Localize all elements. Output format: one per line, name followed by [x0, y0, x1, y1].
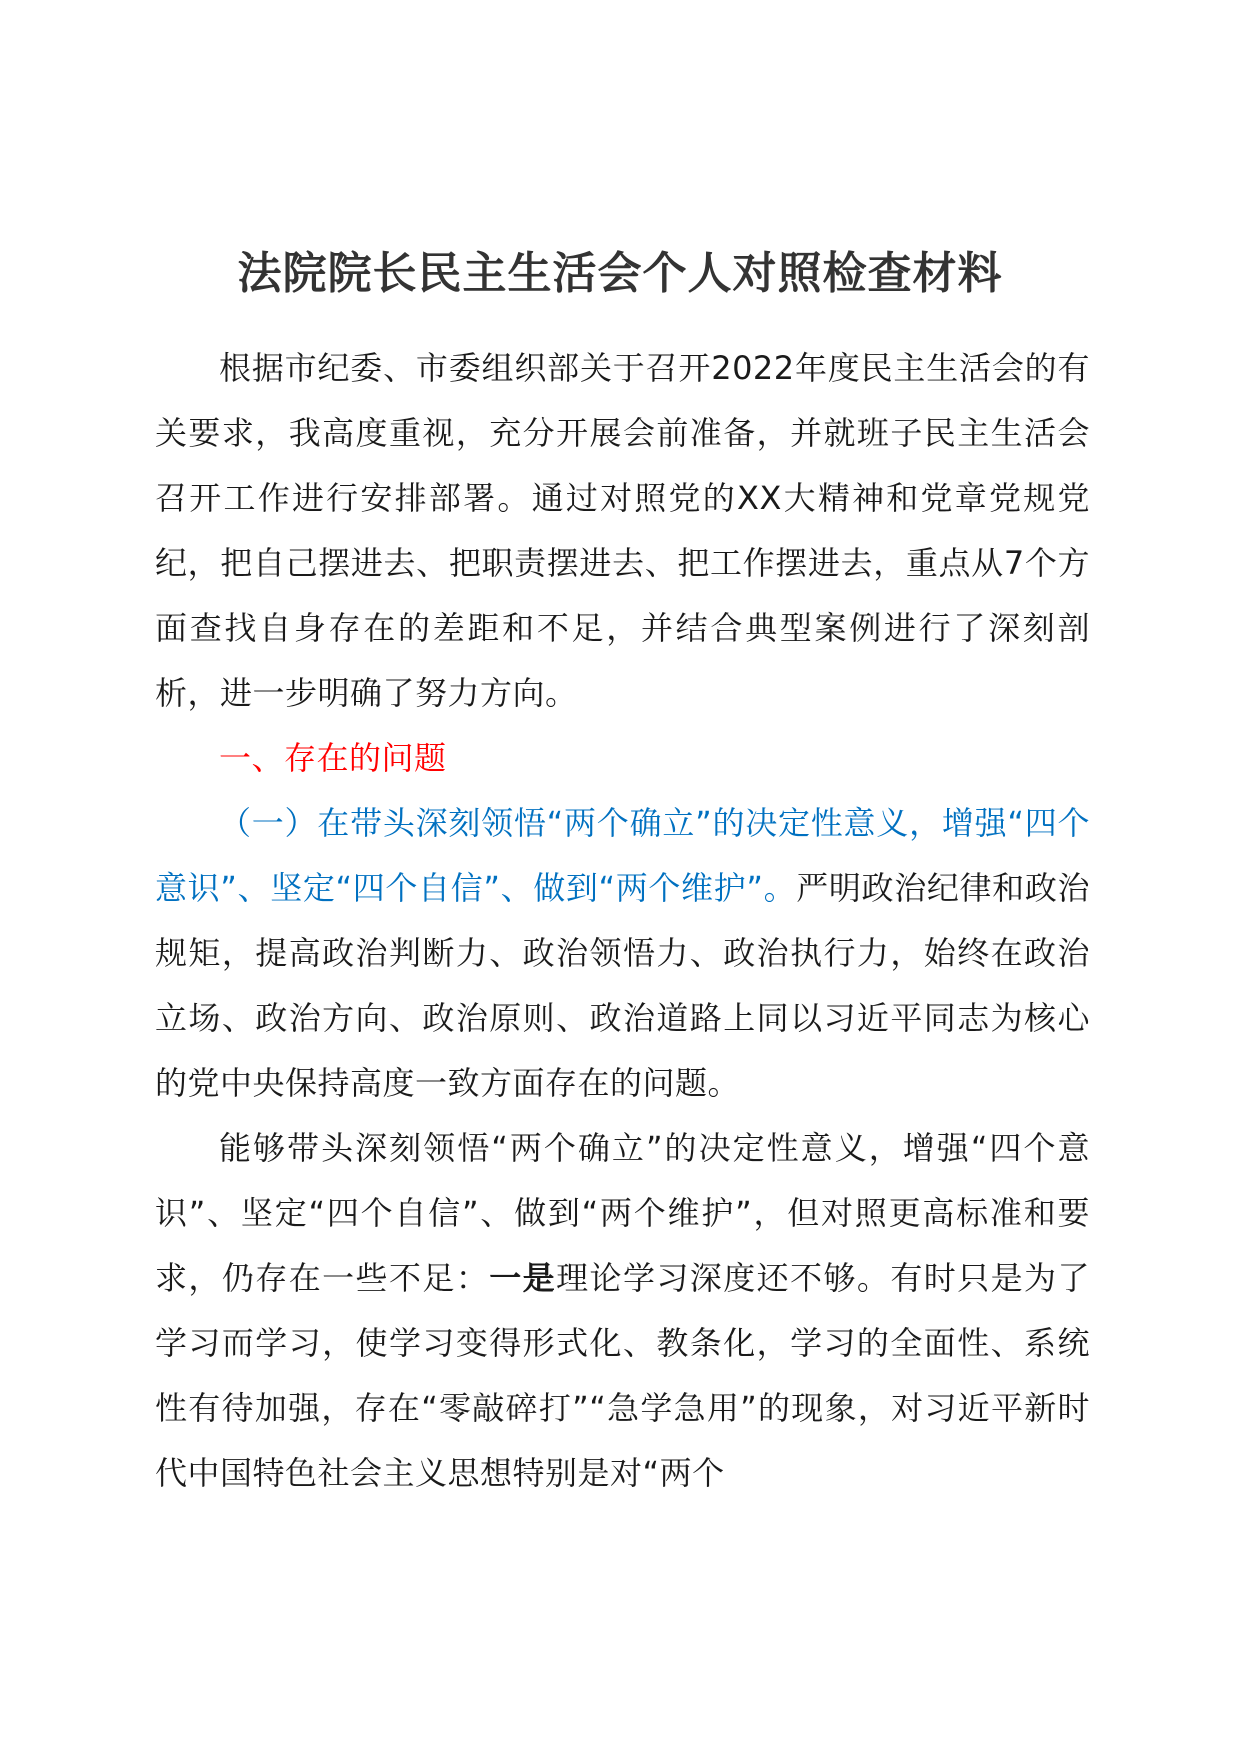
- subsection-heading: （一）在带头深刻领悟“两个确立”的决定性意义，增强“四个意识”、坚定“四个自信”、做到“两个维护”。: [155, 804, 1090, 907]
- document-body: [155, 336, 1090, 1506]
- paragraph-2: [155, 1116, 1090, 1506]
- intro-paragraph: 根据市纪委、市委组织部关于召开2022年度民主生活会的有关要求，我高度重视，充分开展会前准备，并就班子民主生活会召开工作进行安排部署。通过对照党的XX大精神和党章党规党纪，把自己摆进去、把职责摆进去、把工作摆进去，重点从7个方面查找自身存在的差距和不足，并结合典型案例进行了深刻剖析，进一步明确了努力方向。: [155, 349, 1090, 712]
- section-heading: 一、存在的问题: [219, 739, 447, 777]
- paragraph-2-rest: 理论学习深度还不够。有时只是为了学习而学习，使学习变得形式化、教条化，学习的全面性、系统性有待加强，存在“零敲碎打”“急学急用”的现象，对习近平新时代中国特色社会主义思想特别是对“两个: [155, 1259, 1090, 1492]
- subsection-paragraph: [155, 791, 1090, 1116]
- paragraph-2-bold: 一是: [489, 1259, 557, 1297]
- subsection-continuation: 严明政治纪律和政治规矩，提高政治判断力、政治领悟力、政治执行力，始终在政治立场、政治方向、政治原则、政治道路上同以习近平同志为核心的党中央保持高度一致方面存在的问题。: [155, 869, 1090, 1102]
- page-title: 法院院长民主生活会个人对照检查材料: [237, 248, 1003, 299]
- paragraph-2-lead: 能够带头深刻领悟“两个确立”的决定性意义，增强“四个意识”、坚定“四个自信”、做到“两个维护”，但对照更高标准和要求，仍存在一些不足：: [155, 1129, 1090, 1297]
